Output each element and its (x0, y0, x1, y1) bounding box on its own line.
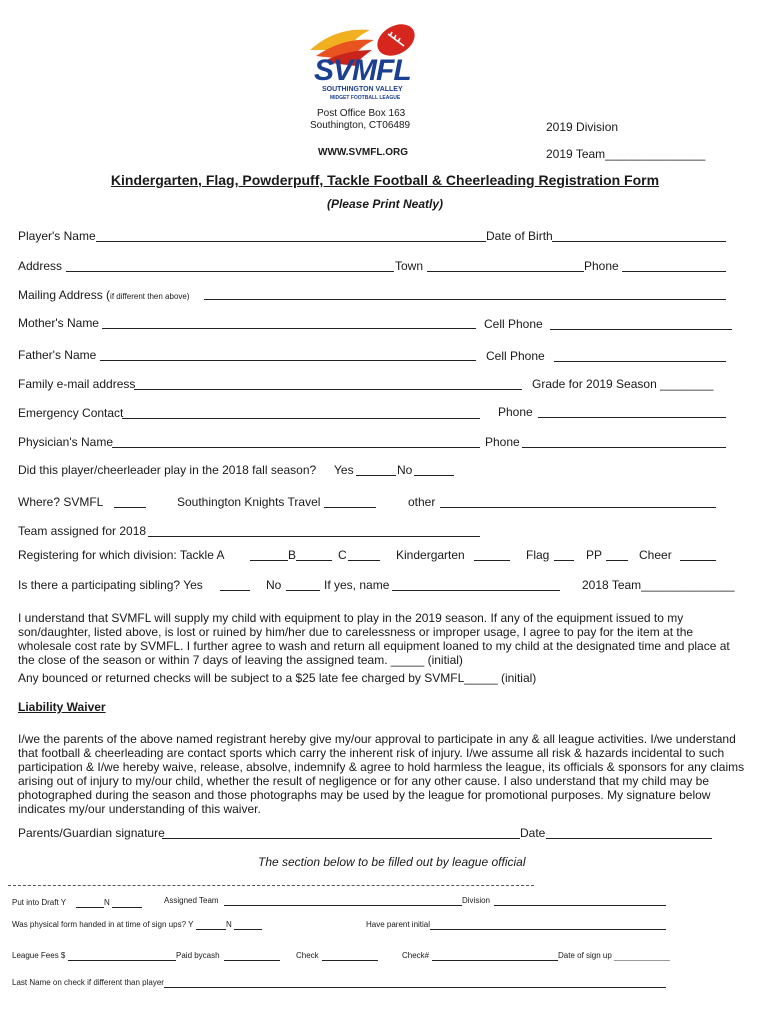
check-label: Check (296, 951, 319, 960)
equipment-agreement: I understand that SVMFL will supply my child with equipment to play in the 2019 season. If any of the equipment issued to my son/daughter, listed above, is lost or ruined by him/her due to carelessness or improper usage, I agree to pay for the item at the wholesale cost rate by SVMFL. I further agree to wash and return all equipment loaned to my child at the designated time and place at the close of the season or within 7 days of leaving the assigned team. _____ (initial) (18, 611, 730, 667)
mailing-label-note: if different then above) (110, 292, 190, 301)
parent-initial-field[interactable] (430, 929, 666, 930)
mother-cell-label: Cell Phone (484, 317, 543, 331)
played-question: Did this player/cheerleader play in the 2018 fall season? (18, 463, 317, 477)
check-field[interactable] (322, 960, 378, 961)
team-2018-label: Team assigned for 2018 (18, 524, 147, 538)
sibling-yes-field[interactable] (220, 590, 250, 591)
form-title: Kindergarten, Flag, Powderpuff, Tackle Football & Cheerleading Registration Form (110, 172, 660, 188)
email-field[interactable] (134, 389, 522, 390)
official-divider (8, 885, 534, 886)
signature-label: Parents/Guardian signature (18, 826, 165, 840)
assigned-team-field[interactable] (224, 905, 462, 906)
where-svmfl-field[interactable] (114, 507, 146, 508)
league-fees-label: League Fees $ (12, 951, 66, 960)
team-2018-field[interactable] (148, 536, 480, 537)
grade-label: Grade for 2019 Season ________ (532, 377, 714, 391)
mother-cell-field[interactable] (550, 329, 732, 330)
assigned-team-label: Assigned Team (164, 896, 219, 905)
address-phone-label: Phone (584, 259, 619, 273)
other-label: other (408, 495, 436, 509)
father-cell-field[interactable] (554, 361, 726, 362)
c-field[interactable] (348, 560, 380, 561)
emergency-field[interactable] (122, 418, 480, 419)
address-label: Address (18, 259, 63, 273)
knights-label: Southington Knights Travel (177, 495, 321, 509)
parent-initial-label: Have parent initial (366, 920, 431, 929)
signup-date-label: Date of sign up (558, 951, 612, 960)
c-label: C (338, 548, 347, 562)
division-label: 2019 Division (546, 120, 619, 134)
father-cell-label: Cell Phone (486, 349, 545, 363)
dob-field[interactable] (552, 241, 726, 242)
sibling-no-label: No (266, 578, 282, 592)
sibling-name-field[interactable] (392, 590, 560, 591)
draft-n-field[interactable] (112, 907, 142, 908)
logo-subtitle-2: MIDGET FOOTBALL LEAGUE (330, 95, 401, 101)
email-label: Family e-mail address (18, 377, 136, 391)
official-division-field[interactable] (494, 905, 666, 906)
town-field[interactable] (427, 271, 584, 272)
father-field[interactable] (100, 360, 476, 361)
draft-y-field[interactable] (76, 907, 104, 908)
pp-field[interactable] (606, 560, 628, 561)
check-number-field[interactable] (432, 960, 558, 961)
town-label: Town (395, 259, 424, 273)
mother-field[interactable] (102, 328, 476, 329)
physical-n-label: N (226, 920, 232, 929)
last-name-label: Last Name on check if different than player (12, 978, 164, 987)
b-field[interactable] (296, 560, 332, 561)
cheer-label: Cheer (639, 548, 672, 562)
returned-checks-notice: Any bounced or returned checks will be subject to a $25 late fee charged by SVMFL_____ (initial) (18, 671, 537, 685)
player-name-label: Player's Name (18, 229, 96, 243)
waiver-text: I/we the parents of the above named registrant hereby give my/our approval to participate in any & all league activities. I/we understand that football & cheerleading are contact sports which carry the inherent risk of injury. I/we assume all risk & hazards incidental to such participation & I/we hereby waive, release, absolve, indemnify & agree to hold harmless the league, its officials & sponsors for any claims arising out of injury to my/our child, whether the result of negligence or for any other cause. I also understand that my child may be photographed during the season and those photographs may be used by the league for promotional purposes. My signature below indicates my/our understanding of this waiver. (18, 732, 745, 816)
played-yes-label: Yes (334, 463, 354, 477)
physical-n-field[interactable] (234, 929, 262, 930)
official-division-label: Division (462, 896, 491, 905)
last-name-field[interactable] (164, 987, 666, 988)
emergency-phone-field[interactable] (538, 417, 726, 418)
signature-date-label: Date (520, 826, 546, 840)
website: WWW.SVMFL.ORG (318, 147, 408, 158)
sibling-question: Is there a participating sibling? Yes (18, 578, 203, 592)
flag-field[interactable] (554, 560, 574, 561)
signup-date-field[interactable] (614, 960, 670, 961)
logo-subtitle-1: SOUTHINGTON VALLEY (322, 86, 403, 93)
sibling-no-field[interactable] (286, 590, 320, 591)
pp-label: PP (586, 548, 603, 562)
po-box: Post Office Box 163 (317, 108, 406, 119)
other-field[interactable] (440, 507, 716, 508)
draft-n-label: N (104, 898, 110, 907)
played-no-field[interactable] (414, 475, 454, 476)
league-logo (308, 16, 418, 100)
flag-label: Flag (526, 548, 550, 562)
signature-field[interactable] (162, 838, 520, 839)
kindergarten-field[interactable] (474, 560, 510, 561)
physical-form-label: Was physical form handed in at time of sign ups? Y (12, 920, 194, 929)
emergency-label: Emergency Contact (18, 406, 124, 420)
where-label: Where? SVMFL (18, 495, 104, 509)
player-name-field[interactable] (96, 241, 486, 242)
knights-field[interactable] (324, 507, 376, 508)
mailing-field[interactable] (204, 299, 726, 300)
team-label: 2019 Team_______________ (546, 147, 706, 161)
mailing-label-text: Mailing Address ( (18, 288, 111, 302)
official-heading: The section below to be filled out by league official (258, 855, 526, 869)
physician-phone-label: Phone (485, 435, 520, 449)
division-question: Registering for which division: Tackle A (18, 548, 225, 562)
waiver-heading: Liability Waiver (18, 700, 106, 714)
b-label: B (288, 548, 297, 562)
physician-phone-field[interactable] (522, 447, 726, 448)
dob-label: Date of Birth (486, 229, 553, 243)
tackle-a-field[interactable] (250, 560, 288, 561)
city-state: Southington, CT06489 (310, 120, 411, 131)
paid-cash-field[interactable] (224, 960, 280, 961)
address-field[interactable] (66, 271, 394, 272)
mother-label: Mother's Name (18, 316, 99, 330)
paid-cash-label: Paid bycash (176, 951, 220, 960)
emergency-phone-label: Phone (498, 405, 533, 419)
sibling-team-label: 2018 Team______________ (582, 578, 735, 592)
sibling-name-label: If yes, name (324, 578, 390, 592)
physician-field[interactable] (112, 447, 480, 448)
form-subtitle: (Please Print Neatly) (326, 197, 444, 211)
league-fees-field[interactable] (68, 960, 176, 961)
address-phone-field[interactable] (622, 271, 726, 272)
played-yes-field[interactable] (356, 475, 396, 476)
physician-label: Physician's Name (18, 435, 113, 449)
signature-date-field[interactable] (546, 838, 712, 839)
kindergarten-label: Kindergarten (396, 548, 465, 562)
played-no-label: No (397, 463, 413, 477)
mailing-label (18, 288, 190, 302)
physical-y-field[interactable] (196, 929, 226, 930)
draft-label: Put into Draft Y (12, 898, 67, 907)
logo-wordmark: SVMFL (314, 54, 411, 87)
cheer-field[interactable] (680, 560, 716, 561)
check-number-label: Check# (402, 951, 430, 960)
father-label: Father's Name (18, 348, 97, 362)
